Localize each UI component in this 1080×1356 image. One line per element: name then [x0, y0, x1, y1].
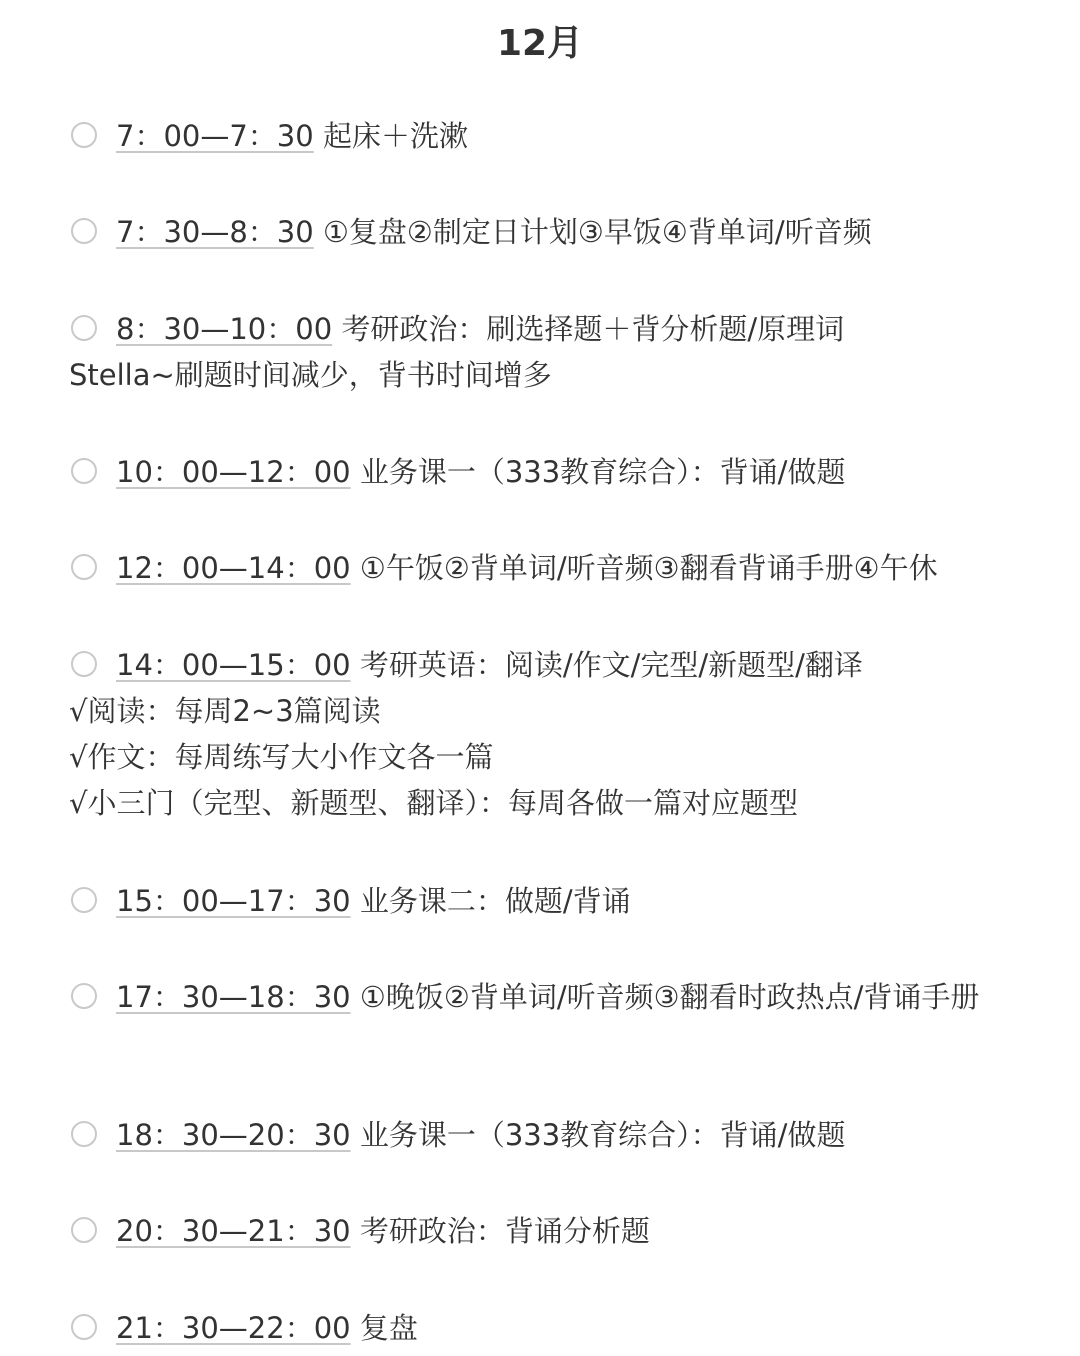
task-description: 考研英语：阅读/作文/完型/新题型/翻译 — [359, 648, 863, 682]
time-range: 20：30—21：30 — [116, 1214, 351, 1248]
time-range: 21：30—22：00 — [116, 1311, 351, 1345]
checkbox-circle-icon[interactable] — [71, 218, 97, 244]
time-range: 7：00—7：30 — [116, 119, 314, 153]
checkbox-circle-icon[interactable] — [71, 1217, 97, 1243]
task-description: ①复盘②制定日计划③早饭④背单词/听音频 — [322, 215, 872, 249]
task-description: 起床＋洗漱 — [322, 119, 468, 153]
checkbox-circle-icon[interactable] — [71, 554, 97, 580]
checkbox-circle-icon[interactable] — [71, 315, 97, 341]
task-description: 复盘 — [359, 1311, 418, 1345]
task-description: 业务课二：做题/背诵 — [359, 884, 631, 918]
note-text: Stella~刷题时间减少，背书时间增多 — [69, 358, 552, 392]
task-description: 业务课一（333教育综合）：背诵/做题 — [359, 1118, 846, 1152]
note-text: √小三门（完型、新题型、翻译）：每周各做一篇对应题型 — [69, 786, 798, 820]
note-text: √阅读：每周2~3篇阅读 — [69, 694, 381, 728]
checkbox-circle-icon[interactable] — [71, 1121, 97, 1147]
page-title: 12月 — [496, 23, 584, 64]
checkbox-circle-icon[interactable] — [71, 983, 97, 1009]
checkbox-circle-icon[interactable] — [71, 1314, 97, 1340]
time-range: 15：00—17：30 — [116, 884, 351, 918]
checkbox-circle-icon[interactable] — [71, 458, 97, 484]
checkbox-circle-icon[interactable] — [71, 122, 97, 148]
time-range: 17：30—18：30 — [116, 980, 351, 1014]
task-description: 考研政治：刷选择题＋背分析题/原理词 — [341, 312, 845, 346]
time-range: 10：00—12：00 — [116, 455, 351, 489]
checkbox-circle-icon[interactable] — [71, 887, 97, 913]
task-description: ①午饭②背单词/听音频③翻看背诵手册④午休 — [359, 551, 938, 585]
time-range: 14：00—15：00 — [116, 648, 351, 682]
time-range: 7：30—8：30 — [116, 215, 314, 249]
time-range: 12：00—14：00 — [116, 551, 351, 585]
task-description: ①晚饭②背单词/听音频③翻看时政热点/背诵手册 — [359, 980, 980, 1014]
note-text: √作文：每周练写大小作文各一篇 — [69, 740, 494, 774]
task-description: 考研政治：背诵分析题 — [359, 1214, 650, 1248]
task-description: 业务课一（333教育综合）：背诵/做题 — [359, 455, 846, 489]
time-range: 18：30—20：30 — [116, 1118, 351, 1152]
time-range: 8：30—10：00 — [116, 312, 333, 346]
checkbox-circle-icon[interactable] — [71, 651, 97, 677]
